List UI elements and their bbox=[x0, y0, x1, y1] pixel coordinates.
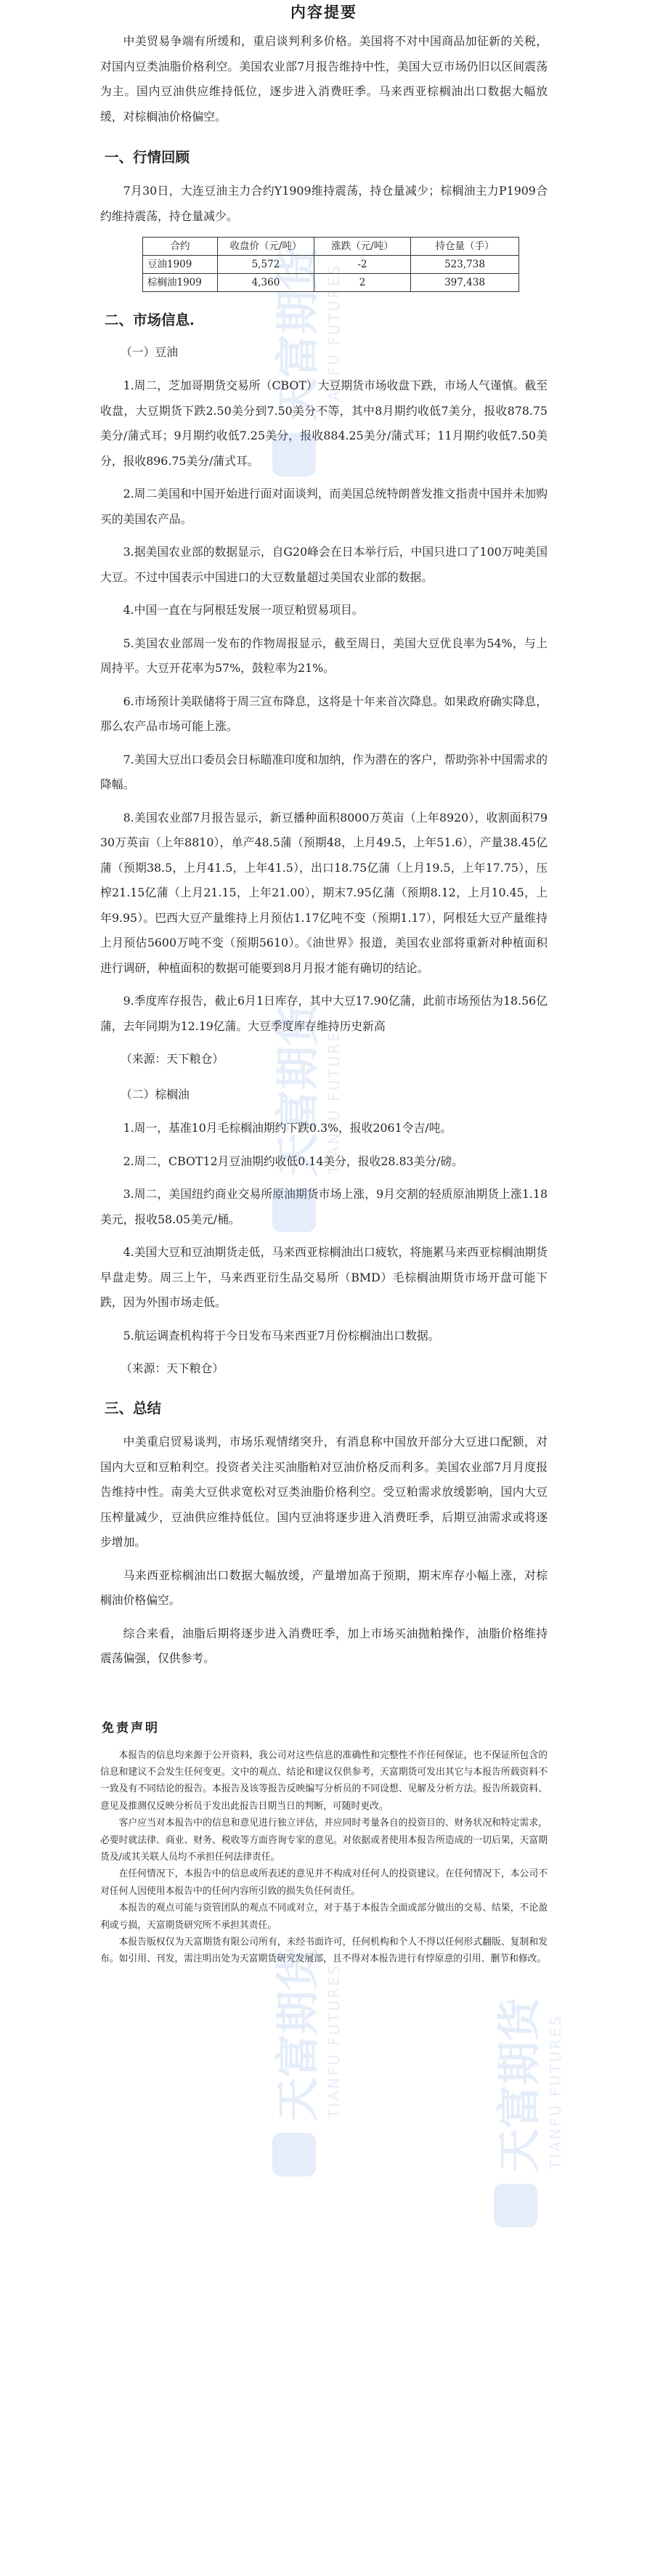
disclaimer-paragraph: 在任何情况下，本报告中的信息或所表述的意见并不构成对任何人的投资建议。在任何情况下，本公司不对任何人因使用本报告中的任何内容所引致的损失负任何责任。 bbox=[100, 1868, 548, 1897]
soy-item: 6.市场预计美联储将于周三宣布降息，这将是十年来首次降息。如果政府确实降息，那么农产品市场可能上涨。 bbox=[100, 694, 548, 733]
disclaimer-paragraph: 本报告的观点可能与资管团队的观点不同或对立，对于基于本报告全面或部分做出的交易、结果，不论盈利或亏损，天富期货研究所不承担其责任。 bbox=[100, 1903, 548, 1931]
table-header-cell: 合约 bbox=[143, 238, 218, 256]
soy-item: 8.美国农业部7月报告显示，新豆播种面积8000万英亩（上年8920），收割面积7930万英亩（上年8810），单产48.5蒲（预期48，上月49.5，上年51.6），产量38.45亿蒲（预期38.5，上月41.5，上年41.5），出口18.75亿蒲（上月19.5，上年17.75），压榨21.15亿蒲（上月21.15，上年21.00），期末7.95亿蒲（预期8.12，上月10.45，上年9.95）。巴西大豆产量维持上月预估1.17亿吨不变（预期1.17），阿根廷大豆产量维持上月预估5600万吨不变（预期5610）。《油世界》报道，美国农业部将重新对种植面积进行调研，种植面积的数据可能要到8月月报才能有确切的结论。 bbox=[100, 810, 548, 975]
svg-text:天富期货: 天富期货 bbox=[273, 1003, 324, 1177]
summary-conclusion-paragraph: 马来西亚棕榈油出口数据大幅放缓，产量增加高于预期，期末库存小幅上涨，对棕榈油价格偏空。 bbox=[100, 1568, 548, 1607]
table-cell: 棕榈油1909 bbox=[143, 274, 218, 292]
soy-item: 2.周二美国和中国开始进行面对面谈判，而美国总统特朗普发推文指责中国并未加购买的美国农产品。 bbox=[100, 487, 548, 526]
table-cell: 4,360 bbox=[218, 274, 314, 292]
soy-item: 3.据美国农业部的数据显示，自G20峰会在日本举行后，中国只进口了100万吨美国大豆。不过中国表示中国进口的大豆数量超过美国农业部的数据。 bbox=[100, 545, 548, 584]
report-title: 内容提要 bbox=[290, 3, 357, 21]
svg-text:天富期货: 天富期货 bbox=[273, 247, 324, 421]
palm-item: 3.周二，美国纽约商业交易所原油期货市场上涨，9月交割的轻质原油期货上涨1.18美元，报收58.05美元/桶。 bbox=[100, 1187, 548, 1226]
table-header-cell: 持仓量（手） bbox=[411, 238, 519, 256]
table-cell: 5,572 bbox=[218, 256, 314, 274]
palm-item: 2.周二，CBOT12月豆油期约收低0.14美分，报收28.83美分/磅。 bbox=[123, 1154, 464, 1168]
source-note: （来源：天下粮仓） bbox=[121, 1052, 224, 1066]
subsection-heading-palm-oil: （二）棕榈油 bbox=[121, 1087, 190, 1101]
table-cell: 397,438 bbox=[411, 274, 519, 292]
soy-item: 9.季度库存报告，截止6月1日库存，其中大豆17.90亿蒲，此前市场预估为18.56亿蒲，去年同期为12.19亿蒲。大豆季度库存维持历史新高 bbox=[100, 994, 548, 1033]
disclaimer-paragraph: 本报告版权仅为天富期货有限公司所有，未经书面许可，任何机构和个人不得以任何形式翻版、复制和发布。如引用、刊发，需注明出处为天富期货研究发展部，且不得对本报告进行有悖原意的引用、删节和修改。 bbox=[100, 1936, 548, 1965]
disclaimer-paragraph: 客户应当对本报告中的信息和意见进行独立评估，并应同时考量各自的投资目的、财务状况和特定需求，必要时就法律、商业、财务、税收等方面咨询专家的意见。对依据或者使用本报告所造成的一切后果，天富期货及/或其关联人员均不承担任何法律责任。 bbox=[100, 1818, 548, 1863]
table-cell: -2 bbox=[314, 256, 411, 274]
subsection-heading-soybean-oil: （一）豆油 bbox=[121, 345, 178, 359]
soy-item: 1.周二，芝加哥期货交易所（CBOT）大豆期货市场收盘下跌，市场人气谨慎。截至收盘，大豆期货下跌2.50美分到7.50美分不等，其中8月期约收低7美分，报收878.75美分/蒲式耳；9月期约收低7.25美分，报收884.25美分/蒲式耳；11月期约收低7.50美分，报收896.75美分/蒲式耳。 bbox=[100, 378, 548, 468]
table-header-cell: 涨跌（元/吨） bbox=[314, 238, 411, 256]
svg-text:TIANFU FUTURES: TIANFU FUTURES bbox=[547, 2014, 564, 2169]
source-note: （来源：天下粮仓） bbox=[121, 1361, 224, 1375]
section-heading-market-info: 二、市场信息. bbox=[105, 312, 195, 328]
table-header-row bbox=[143, 238, 519, 256]
section-heading-summary: 三、总结 bbox=[105, 1400, 162, 1417]
table-header-cell: 收盘价（元/吨） bbox=[218, 238, 314, 256]
market-review-text: 7月30日，大连豆油主力合约Y1909维持震荡，持仓量减少；棕榈油主力P1909合约维持震荡，持仓量减少。 bbox=[100, 184, 548, 223]
svg-text:天富期货: 天富期货 bbox=[273, 1947, 324, 2121]
soy-item: 5.美国农业部周一发布的作物周报显示，截至周日，美国大豆优良率为54%，与上周持平。大豆开花率为57%，鼓粒率为21%。 bbox=[100, 636, 548, 675]
soy-item: 7.美国大豆出口委员会日标瞄准印度和加纳，作为潜在的客户，帮助弥补中国需求的降幅。 bbox=[100, 752, 548, 791]
summary-conclusion-paragraph: 中美重启贸易谈判，市场乐观情绪突升，有消息称中国放开部分大豆进口配额，对国内大豆和豆粕利空。投资者关注买油脂粕对豆油价格反而利多。美国农业部7月月度报告维持中性。南美大豆供求宽松对豆类油脂价格利空。受豆粕需求放缓影响，国内大豆压榨量减少，豆油供应维持低位。国内豆油将逐步进入消费旺季，后期豆油需求或将逐步增加。 bbox=[100, 1435, 548, 1549]
palm-item: 5.航运调查机构将于今日发布马来西亚7月份棕榈油出口数据。 bbox=[123, 1328, 440, 1342]
table-cell: 523,738 bbox=[411, 256, 519, 274]
table-row bbox=[143, 274, 519, 292]
table-row bbox=[143, 256, 519, 274]
disclaimer-title: 免责声明 bbox=[102, 1720, 160, 1735]
quote-table bbox=[142, 237, 519, 292]
table-cell: 豆油1909 bbox=[143, 256, 218, 274]
svg-text:TIANFU FUTURES: TIANFU FUTURES bbox=[325, 1963, 343, 2118]
summary-paragraph: 中美贸易争端有所缓和，重启谈判利多价格。美国将不对中国商品加征新的关税，对国内豆类油脂价格利空。美国农业部7月报告维持中性，美国大豆市场仍旧以区间震荡为主。国内豆油供应维持低位，逐步进入消费旺季。马来西亚棕榈油出口数据大幅放缓，对棕榈油价格偏空。 bbox=[100, 34, 548, 123]
soy-item: 4.中国一直在与阿根廷发展一项豆粕贸易项目。 bbox=[123, 603, 364, 617]
table-cell: 2 bbox=[314, 274, 411, 292]
disclaimer-paragraph: 本报告的信息均来源于公开资料，我公司对这些信息的准确性和完整性不作任何保证，也不保证所包含的信息和建议不会发生任何变更。文中的观点、结论和建议仅供参考，天富期货可发出其它与本报告所载资料不一致及有不同结论的报告。本报告及该等报告反映编写分析员的不同设想、见解及分析方法。报告所载资料、意见及推测仅反映分析员于发出此报告日期当日的判断，可随时更改。 bbox=[100, 1749, 548, 1812]
watermark-logo bbox=[251, 1940, 359, 2179]
svg-text:天富期货: 天富期货 bbox=[495, 1998, 545, 2172]
summary-conclusion-paragraph: 综合来看，油脂后期将逐步进入消费旺季，加上市场买油抛粕操作，油脂价格维持震荡偏强，仅供参考。 bbox=[100, 1626, 548, 1665]
palm-item: 4.美国大豆和豆油期货走低，马来西亚棕榈油出口疲软，将施累马来西亚棕榈油期货早盘走势。周三上午，马来西亚衍生品交易所（BMD）毛棕榈油期货市场开盘可能下跌，因为外围市场走低。 bbox=[100, 1245, 548, 1309]
section-heading-market-review: 一、行情回顾 bbox=[105, 149, 190, 166]
svg-text:TIANFU FUTURES: TIANFU FUTURES bbox=[325, 1018, 343, 1174]
svg-text:TIANFU FUTURES: TIANFU FUTURES bbox=[325, 263, 343, 418]
watermark-logo bbox=[472, 1990, 581, 2230]
palm-item: 1.周一，基准10月毛棕榈油期约下跌0.3%，报收2061令吉/吨。 bbox=[123, 1121, 452, 1135]
